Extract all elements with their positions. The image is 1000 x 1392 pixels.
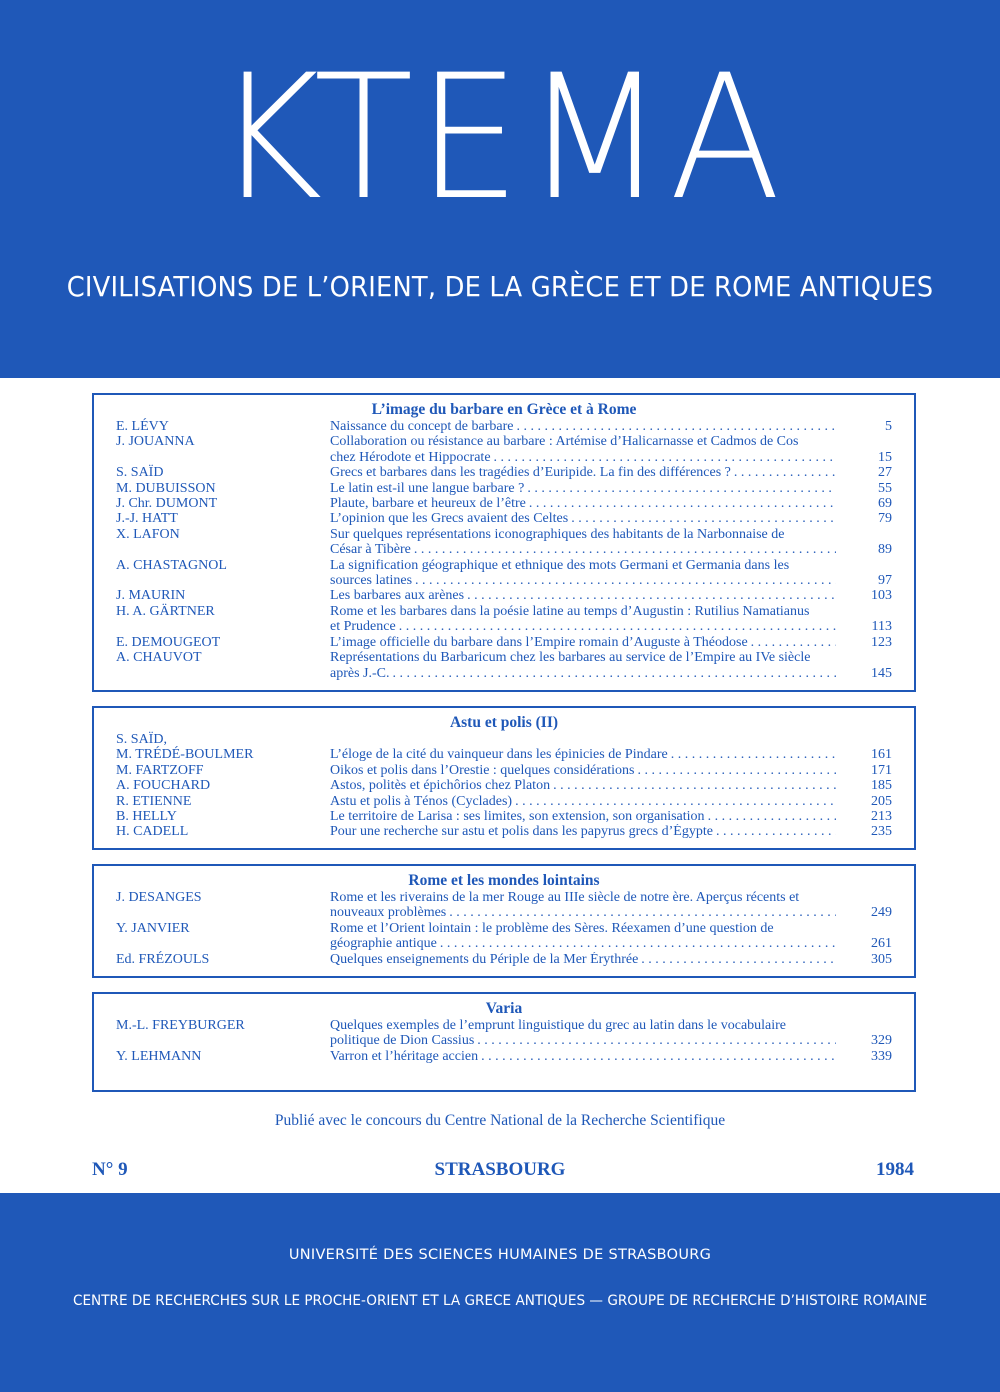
toc-entry (94, 419, 914, 434)
entry-author: H. A. GÄRTNER (116, 603, 215, 619)
entry-page-number: 79 (878, 511, 892, 527)
dot-leader (568, 511, 836, 526)
entry-title-line: chez Hérodote et Hippocrate (330, 449, 491, 465)
toc-entry (94, 481, 914, 496)
journal-title: KTEMA (215, 37, 785, 238)
entry-title-line: Naissance du concept de barbare (330, 419, 514, 434)
toc-entry (94, 527, 914, 558)
toc-entry (94, 1018, 914, 1049)
entry-title-line: Les barbares aux arènes (330, 588, 465, 604)
entry-author: Ed. FRÉZOULS (116, 951, 210, 967)
entry-page-number: 55 (878, 480, 892, 496)
dot-leader (390, 666, 837, 681)
entry-author: S. SAÏD (116, 465, 164, 481)
entry-page-number: 213 (871, 809, 892, 825)
entry-author: J.-J. HATT (116, 511, 178, 527)
entry-title-line: Pour une recherche sur astu et polis dans les papyrus grecs d’Égypte (330, 824, 713, 840)
dot-leader (713, 824, 836, 839)
entry-author: S. SAÏD, (116, 732, 167, 747)
entry-page-number: 113 (871, 619, 892, 635)
toc-entry (94, 1049, 914, 1064)
section-image-du-barbare (92, 393, 916, 692)
toc-entry (94, 890, 914, 921)
entry-page-number: 69 (878, 496, 892, 512)
toc-entry (94, 809, 914, 824)
dot-leader (437, 936, 836, 951)
entry-title-line: L’opinion que les Grecs avaient des Celtes (330, 511, 569, 527)
toc-entry (94, 588, 914, 603)
entry-author: H. CADELL (116, 824, 189, 840)
section-title: Astu et polis (II) (449, 714, 559, 731)
entry-title-line: Astos, politès et épichôrios chez Platon (330, 778, 551, 794)
entry-author: A. CHASTAGNOL (116, 557, 227, 573)
entry-title-line: Oikos et polis dans l’Orestie : quelques considérations (330, 762, 635, 778)
toc-entry (94, 558, 914, 589)
dot-leader (513, 419, 836, 434)
entry-author: B. HELLY (116, 809, 177, 825)
entry-author: X. LAFON (116, 526, 180, 542)
entry-title-line: après J.-C. (330, 665, 390, 681)
section-title: L’image du barbare en Grèce et à Rome (371, 401, 637, 418)
dot-leader (446, 905, 836, 920)
entry-title-line: L’éloge de la cité du vainqueur dans les épinicies de Pindare (330, 747, 668, 763)
issue-number: N° 9 (92, 1159, 128, 1180)
entry-title-line: Astu et polis à Ténos (Cyclades) (330, 793, 513, 809)
entry-author: M. TRÉDÉ-BOULMER (116, 747, 254, 763)
entry-page-number: 97 (878, 573, 892, 589)
entry-page-number: 339 (871, 1048, 892, 1064)
dot-leader (705, 809, 836, 824)
toc-entry (94, 434, 914, 465)
entry-page-number: 89 (878, 542, 892, 558)
dot-leader (474, 1033, 836, 1048)
dot-leader (524, 481, 836, 496)
entry-title-line: Quelques exemples de l’emprunt linguistique du grec au latin dans le vocabulaire (330, 1018, 787, 1033)
toc-entry (94, 778, 914, 793)
entry-title-line: Rome et les barbares dans la poésie latine au temps d’Augustin : Rutilius Namatianus (330, 603, 810, 619)
entry-title-line: Rome et l’Orient lointain : le problème des Sères. Réexamen d’une question de (330, 920, 774, 936)
dot-leader (638, 952, 836, 967)
entry-title-line: Plaute, barbare et heureux de l’être (330, 496, 526, 512)
entry-page-number: 261 (871, 936, 892, 952)
entry-author: Y. LEHMANN (116, 1048, 202, 1064)
entry-title-line: La signification géographique et ethnique des mots Germani et Germania dans les (330, 557, 790, 573)
entry-title-line: Grecs et barbares dans les tragédies d’Euripide. La fin des différences ? (330, 465, 731, 481)
dot-leader (464, 588, 836, 603)
entry-page-number: 185 (871, 778, 892, 794)
entry-author: J. DESANGES (116, 890, 202, 905)
toc-entry (94, 635, 914, 650)
section-varia (92, 992, 916, 1092)
dot-leader (731, 465, 836, 480)
entry-title-line: Rome et les riverains de la mer Rouge au IIIe siècle de notre ère. Aperçus récents et (330, 890, 800, 905)
dot-leader (668, 747, 836, 762)
entry-title-line: L’image officielle du barbare dans l’Empire romain d’Auguste à Théodose (330, 634, 748, 650)
university-name: UNIVERSITÉ DES SCIENCES HUMAINES DE STRASBOURG (288, 1247, 712, 1263)
entry-author: M. FARTZOFF (116, 762, 204, 778)
entry-page-number: 305 (871, 951, 892, 967)
toc-entry (94, 604, 914, 635)
section-astu-et-polis (92, 706, 916, 850)
entry-title-line: Le territoire de Larisa : ses limites, son extension, son organisation (330, 809, 705, 825)
section-title: Varia (485, 1000, 523, 1017)
toc-entry (94, 650, 914, 681)
toc-entry (94, 763, 914, 778)
entry-title-line: géographie antique (330, 936, 437, 952)
entry-title-line: Varron et l’héritage accien (330, 1048, 479, 1064)
issue-city: STRASBOURG (434, 1159, 566, 1180)
toc-entry (94, 747, 914, 762)
section-rome-mondes-lointains (92, 864, 916, 978)
toc-entry (94, 465, 914, 480)
toc-entry (94, 496, 914, 511)
entry-author: J. MAURIN (116, 588, 186, 604)
entry-title-line: Sur quelques représentations iconographiques des habitants de la Narbonnaise de (330, 526, 785, 542)
toc-entry (94, 511, 914, 526)
entry-page-number: 329 (871, 1033, 892, 1049)
entry-title-line: Collaboration ou résistance au barbare : Artémise d’Halicarnasse et Cadmos de Cos (330, 434, 799, 450)
entry-author: A. FOUCHARD (116, 778, 211, 794)
entry-title-line: sources latines (330, 573, 413, 589)
entry-title-line: Représentations du Barbaricum chez les barbares au service de l’Empire au IVe siècle (330, 650, 811, 666)
entry-title-line: politique de Dion Cassius (330, 1033, 475, 1049)
dot-leader (550, 778, 836, 793)
research-centres: CENTRE DE RECHERCHES SUR LE PROCHE-ORIENT ET LA GRECE ANTIQUES — GROUPE DE RECHERCHE D’HISTOIRE ROMAINE (72, 1293, 928, 1309)
entry-page-number: 145 (871, 665, 892, 681)
dot-leader (411, 542, 836, 557)
dot-leader (512, 794, 836, 809)
entry-page-number: 161 (871, 747, 892, 763)
entry-title-line: Quelques enseignements du Périple de la Mer Érythrée (330, 951, 639, 967)
entry-page-number: 249 (871, 905, 892, 921)
entry-title-line: César à Tibère (330, 542, 411, 558)
entry-page-number: 171 (871, 762, 892, 778)
dot-leader (748, 635, 836, 650)
entry-title-line: Le latin est-il une langue barbare ? (330, 480, 525, 496)
entry-author: J. Chr. DUMONT (116, 496, 218, 512)
entry-author: A. CHAUVOT (116, 650, 202, 666)
dot-leader (478, 1049, 836, 1064)
dot-leader (634, 763, 836, 778)
entry-page-number: 235 (871, 824, 892, 840)
toc-entry (94, 794, 914, 809)
entry-page-number: 123 (871, 634, 892, 650)
dot-leader (491, 450, 836, 465)
section-title: Rome et les mondes lointains (408, 872, 600, 889)
entry-title-line: nouveaux problèmes (330, 905, 447, 921)
entry-author: R. ETIENNE (116, 793, 192, 809)
dot-leader (526, 496, 836, 511)
entry-page-number: 103 (871, 588, 892, 604)
entry-author: M.-L. FREYBURGER (116, 1018, 245, 1033)
toc-entry (94, 732, 914, 747)
published-note: Publié avec le concours du Centre National de la Recherche Scientifique (274, 1112, 726, 1129)
entry-author: M. DUBUISSON (116, 480, 216, 496)
entry-page-number: 5 (885, 419, 892, 434)
entry-page-number: 15 (878, 449, 892, 465)
issue-year: 1984 (876, 1159, 914, 1180)
entry-author: Y. JANVIER (116, 920, 190, 936)
entry-page-number: 205 (871, 793, 892, 809)
dot-leader (412, 573, 836, 588)
journal-subtitle: CIVILISATIONS DE L’ORIENT, DE LA GRÈCE ET DE ROME ANTIQUES (66, 270, 934, 303)
toc-entry (94, 952, 914, 967)
entry-author: J. JOUANNA (116, 434, 195, 450)
toc-entry (94, 921, 914, 952)
entry-title-line: et Prudence (330, 619, 396, 635)
entry-page-number: 27 (878, 465, 892, 481)
dot-leader (396, 619, 836, 634)
entry-author: E. LÉVY (116, 419, 169, 434)
entry-author: E. DEMOUGEOT (116, 634, 221, 650)
toc-entry (94, 824, 914, 839)
